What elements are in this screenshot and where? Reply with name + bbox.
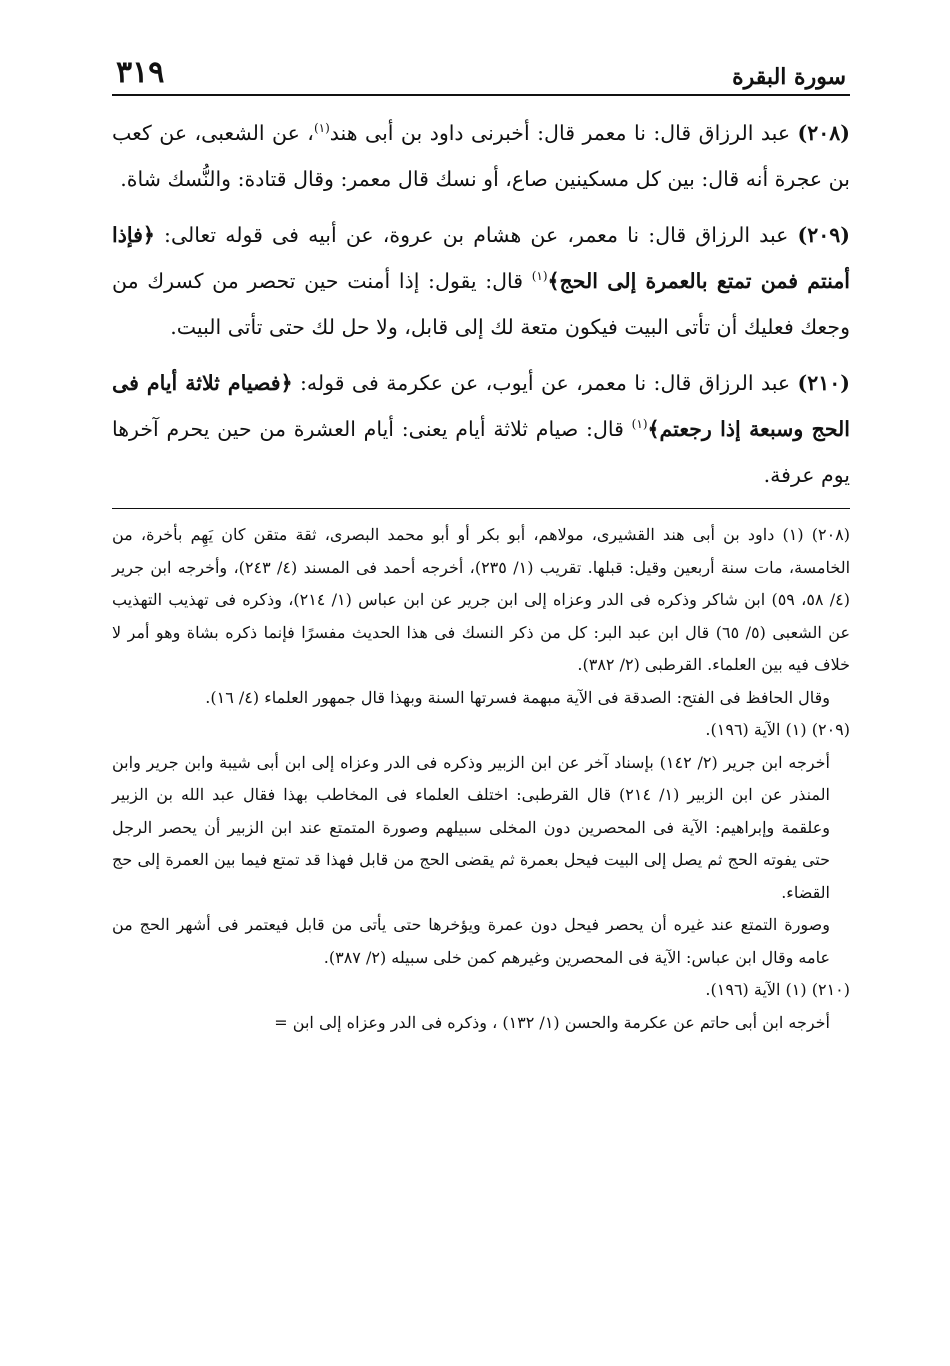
entry-number: (٢١٠) bbox=[797, 371, 850, 395]
footnote-210-label: (٢١٠) (١) الآية (١٩٦). bbox=[705, 980, 850, 999]
quran-verse: ﴿فإذا أمنتم فمن تمتع بالعمرة إلى الحج﴾ bbox=[112, 223, 850, 293]
hadith-entry-208 bbox=[112, 110, 850, 202]
footnote-208-continued: وقال الحافظ فى الفتح: الصدقة فى الآية مبهمة فسرتها السنة وبهذا قال جمهور العلماء (٤/ ١٦). bbox=[205, 687, 830, 707]
entry-text: قال: صيام ثلاثة أيام يعنى: أيام العشرة من حين يحرم آخرها يوم عرفة. bbox=[112, 417, 850, 487]
footnotes bbox=[112, 519, 850, 1039]
entry-text: عبد الرزاق قال: نا معمر، عن أيوب، عن عكرمة فى قوله: bbox=[300, 371, 791, 395]
footnote-ref: (١) bbox=[531, 269, 548, 284]
entry-text: ، عن الشعبى، عن كعب بن عجرة أنه قال: بين كل مسكينين صاع، أو نسك قال معمر: وقال قتادة: والنُّسك شاة. bbox=[112, 121, 850, 191]
footnote-separator bbox=[112, 508, 850, 509]
entry-text: عبد الرزاق قال: نا معمر قال: أخبرنى داود بن أبى هند bbox=[329, 121, 791, 145]
hadith-entry-210 bbox=[112, 360, 850, 498]
footnote-ref: (١) bbox=[313, 121, 330, 136]
entry-number: (٢٠٩) bbox=[797, 223, 850, 247]
footnote-label: (٢٠٨) (١) bbox=[782, 525, 850, 544]
footnote-210-text: أخرجه ابن أبى حاتم عن عكرمة والحسن (١/ ١٣٢) ، وذكره فى الدر وعزاه إلى ابن = bbox=[274, 1012, 830, 1032]
entry-text: قال: يقول: إذا أمنت حين تحصر من كسرك من وجعك فعليك أن تأتى البيت فيكون متعة لك إلى قابل، ولا حل لك حتى تأتى البيت. bbox=[112, 269, 850, 339]
footnote-ref: (١) bbox=[631, 417, 648, 432]
main-text bbox=[112, 110, 850, 498]
hadith-entry-209 bbox=[112, 212, 850, 350]
footnote-text: داود بن أبى هند القشيرى، مولاهم، أبو بكر أو أبو محمد البصرى، ثقة متقن كان يَهِم بأخرة، من الخامسة، مات سنة أربعين وقيل: قبلها. تقريب (١/ ٢٣٥)، أخرجه أحمد فى المسند (٤/ ٢٤٣)، وأخرجه ابن جرير (٤/ ٥٨، ٥٩) ابن شاكر وذكره فى الدر وعزاه إلى ابن جرير عن ابن عباس (١/ ٢١٤)، وذكره فى تهذيب التهذيب عن الشعبى (٥/ ٦٥) قال ابن عبد البر: كل من ذكر النسك فى هذا الحديث مفسرًا فإنما ذكره بشاة وهو أمر لا خلاف فيه بين العلماء. القرطبى (٢/ ٣٨٢). bbox=[112, 525, 851, 674]
footnote-209-text: أخرجه ابن جرير (٢/ ١٤٢) بإسناد آخر عن ابن الزبير وذكره فى الدر وعزاه إلى ابن أبى شيبة وابن جرير وابن المنذر عن ابن الزبير (١/ ٢١٤) قال القرطبى: اختلف العلماء فى المخاطب بهذا فقال عبد الله بن الزبير وعلقمة وإبراهيم: الآية فى المحصرين دون المخلى سبيلهم وصورة المتمتع عند ابن الزبير أن يحصر الرجل حتى يفوته الحج ثم يصل إلى البيت فيحل بعمرة ثم يقضى الحج من قابل فهذا قد تمتع فيما بين العمرة إلى حج القضاء. bbox=[112, 752, 831, 902]
entry-number: (٢٠٨) bbox=[797, 121, 850, 145]
entry-text: عبد الرزاق قال: نا معمر، عن هشام بن عروة، عن أبيه فى قوله تعالى: bbox=[164, 223, 789, 247]
footnote-209-label: (٢٠٩) (١) الآية (١٩٦). bbox=[705, 720, 850, 739]
page-number: ٣١٩ bbox=[116, 55, 165, 90]
page-header bbox=[112, 52, 850, 96]
footnote-208 bbox=[112, 519, 850, 682]
quran-verse: ﴿فصيام ثلاثة أيام فى الحج وسبعة إذا رجعتم﴾ bbox=[112, 371, 850, 441]
footnote-209-continued: وصورة التمتع عند غيره أن يحصر فيحل دون عمرة ويؤخرها حتى يأتى من قابل فيعتمر فى أشهر الحج من عامه وقال ابن عباس: الآية فى المحصرين وغيرهم كمن خلى سبيله (٢/ ٣٨٧). bbox=[112, 915, 830, 967]
running-title: سورة البقرة bbox=[732, 64, 846, 90]
